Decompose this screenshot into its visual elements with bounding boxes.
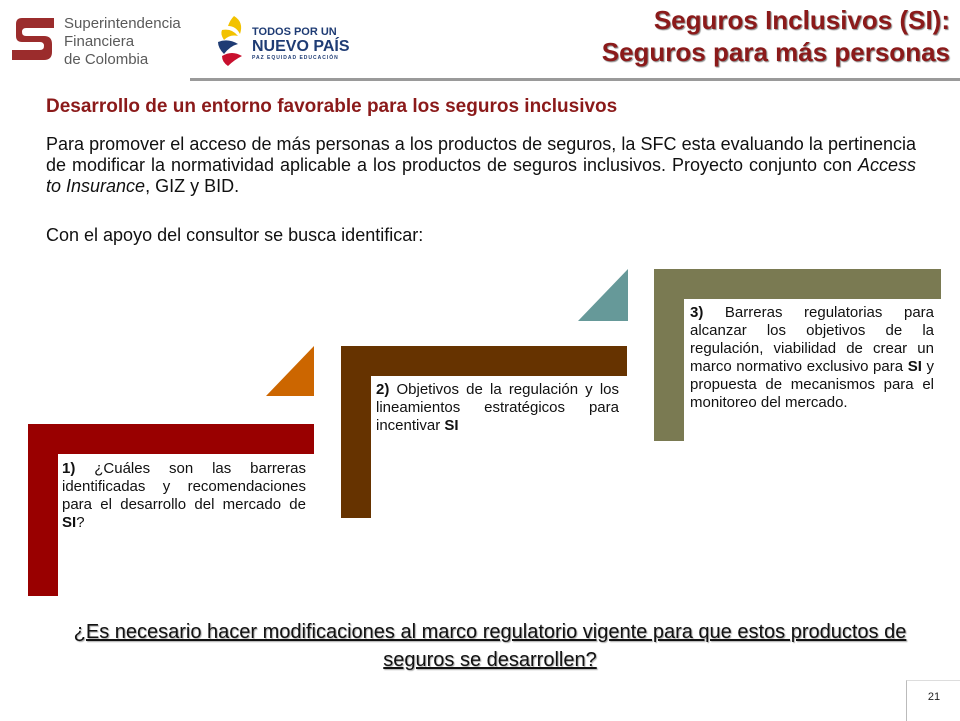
step1-text-b: ?: [76, 514, 85, 531]
sfc-logo-line: de Colombia: [64, 51, 149, 68]
step1-bold: SI: [62, 514, 77, 531]
intro-text-end: , GIZ y BID.: [145, 176, 240, 196]
government-logo: [214, 12, 350, 68]
intro-text: Para promover el acceso de más personas a los productos de seguros, la SFC esta evaluando la pertinencia de modificar la normatividad aplicable a los productos de seguros inclusivos. Proyecto conjunto con: [46, 134, 916, 175]
sfc-emblem-icon: [8, 14, 58, 64]
step2-bar: [341, 346, 627, 376]
step3-bar: [654, 269, 941, 299]
step2-bold: SI: [444, 417, 459, 434]
step3-stem: [654, 269, 684, 441]
step3-text-a: Barreras regulatorias para alcanzar los objetivos de la regulación, viabilidad de crear un marco normativo exclusivo para: [690, 304, 934, 375]
step1-number: 1): [62, 460, 76, 477]
colombia-flag-emblem-icon: [214, 12, 254, 68]
step1-stem: [28, 424, 58, 596]
step2-number: 2): [376, 381, 390, 398]
step1-text-a: ¿Cuáles son las barreras identificadas y recomendaciones para el desarrollo del mercado de: [62, 460, 306, 513]
government-logo-line1: TODOS POR UN: [252, 26, 337, 38]
consultant-paragraph: Con el apoyo del consultor se busca identificar:: [46, 225, 424, 245]
step2-stem: [341, 346, 371, 518]
sfc-logo-line: Financiera: [64, 33, 135, 50]
closing-question: ¿Es necesario hacer modificaciones al marco regulatorio vigente para que estos productos de seguros se desarrollen?: [73, 621, 907, 671]
header-divider: [190, 78, 960, 81]
page-number-box: [906, 680, 960, 721]
intro-paragraph: [46, 134, 916, 197]
step3-bold: SI: [907, 358, 922, 375]
slide-title: [602, 4, 950, 68]
page-number: 21: [927, 691, 941, 703]
intro-italic-text: Access to Insurance: [46, 155, 916, 196]
government-logo-line3: PAZ EQUIDAD EDUCACIÓN: [252, 55, 339, 61]
step2-text: [376, 381, 619, 435]
step3-text: [690, 304, 934, 412]
step3-text-b: y propuesta de mecanismos para el monitoreo del mercado.: [690, 358, 935, 411]
sfc-logo-line: Superintendencia: [64, 15, 181, 32]
step2-text-a: Objetivos de la regulación y los lineamientos estratégicos para incentivar: [376, 381, 619, 434]
step2-corner-triangle: [578, 269, 628, 321]
step1-corner-triangle: [266, 346, 314, 396]
section-subtitle: Desarrollo de un entorno favorable para los seguros inclusivos: [46, 96, 618, 117]
government-logo-line2: NUEVO PAÍS: [252, 38, 350, 55]
step1-bar: [28, 424, 314, 454]
step3-number: 3): [690, 304, 704, 321]
sfc-logo: [8, 12, 181, 68]
slide-title-line1: Seguros Inclusivos (SI):: [653, 5, 950, 35]
step1-text: [62, 460, 306, 532]
slide-title-line2: Seguros para más personas: [601, 37, 950, 67]
